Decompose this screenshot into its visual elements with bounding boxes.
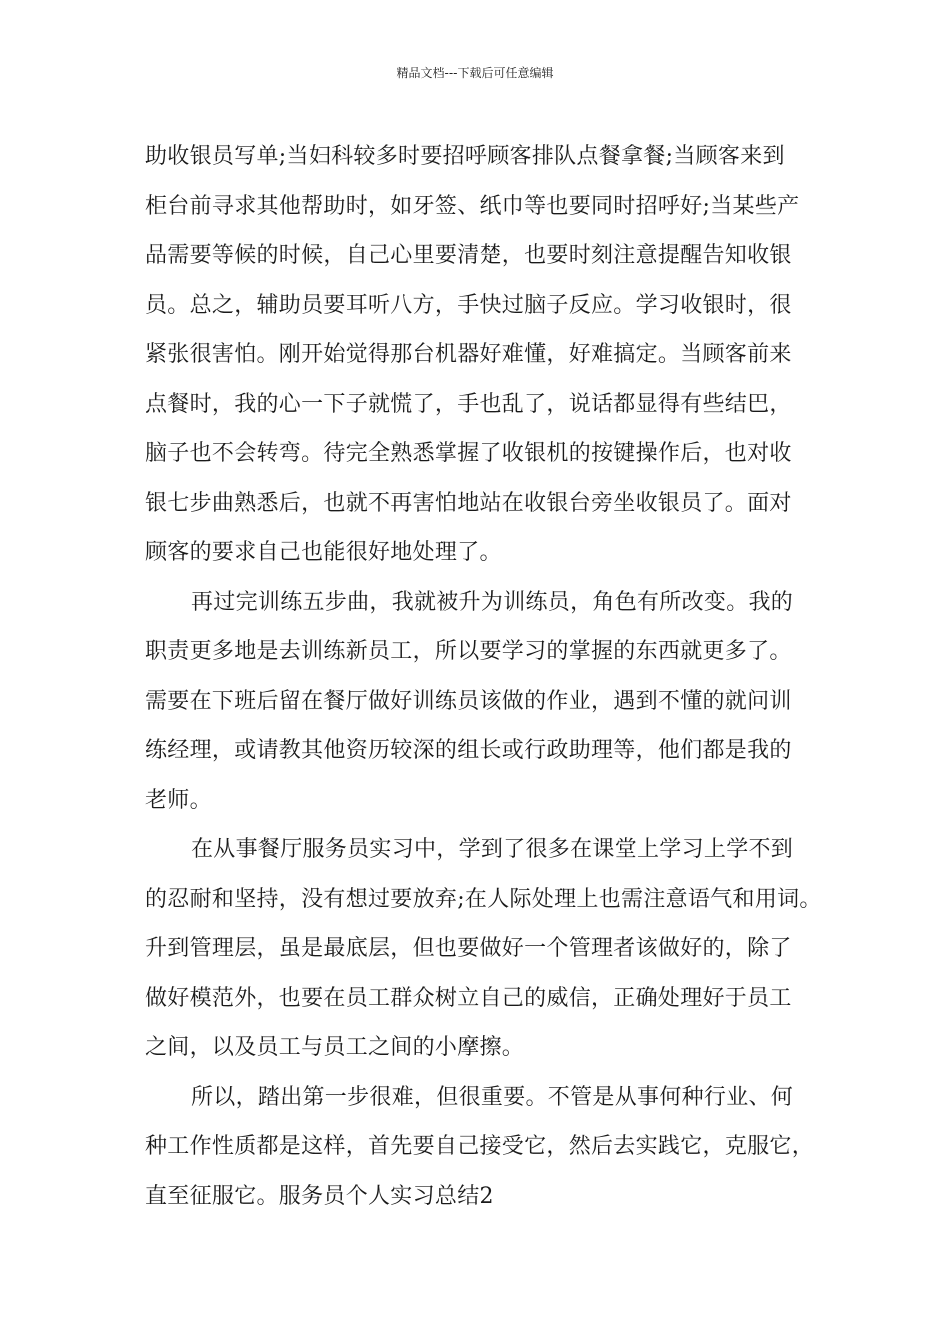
text-line: 紧张很害怕。刚开始觉得那台机器好难懂，好难搞定。当顾客前来: [145, 342, 792, 367]
text-line: 需要在下班后留在餐厅做好训练员该做的作业，遇到不懂的就问训: [145, 688, 792, 714]
paragraph: [145, 578, 810, 826]
text-line: 脑子也不会转弯。待完全熟悉掌握了收银机的按键操作后，也对收: [145, 441, 792, 466]
text-line: 的忍耐和坚持，没有想过要放弃;在人际处理上也需注意语气和用词。: [145, 886, 822, 912]
text-line: 做好模范外，也要在员工群众树立自己的威信，正确处理好于员工: [145, 985, 792, 1011]
text-line: 银七步曲熟悉后，也就不再害怕地站在收银台旁坐收银员了。面对: [145, 490, 792, 516]
page-header: 精品文档---下载后可任意编辑: [396, 66, 554, 80]
text-line: 再过完训练五步曲，我就被升为训练员，角色有所改变。我的: [191, 589, 794, 615]
text-line: 助收银员写单;当妇科较多时要招呼顾客排队点餐拿餐;当顾客来到: [145, 144, 785, 169]
paragraph: [145, 825, 822, 1073]
text-line: 所以，踏出第一步很难，但很重要。不管是从事何种行业、何: [191, 1084, 794, 1110]
text-line: 在从事餐厅服务员实习中，学到了很多在课堂上学习上学不到: [191, 837, 794, 862]
text-line: 直至征服它。服务员个人实习总结2: [145, 1183, 494, 1209]
text-line: 升到管理层，虽是最底层，但也要做好一个管理者该做好的，除了: [145, 936, 792, 961]
paragraph: [145, 132, 810, 578]
document-body: [145, 132, 822, 1221]
text-line: 顾客的要求自己也能很好地处理了。: [145, 540, 502, 565]
text-line: 练经理，或请教其他资历较深的组长或行政助理等，他们都是我的: [145, 738, 792, 763]
text-line: 之间，以及员工与员工之间的小摩擦。: [145, 1035, 525, 1060]
paragraph: [145, 1073, 815, 1222]
text-line: 老师。: [145, 787, 212, 813]
text-line: 种工作性质都是这样，首先要自己接受它，然后去实践它，克服它，: [145, 1134, 815, 1159]
text-line: 柜台前寻求其他帮助时，如牙签、纸巾等也要同时招呼好;当某些产: [145, 193, 800, 219]
text-line: 职责更多地是去训练新员工，所以要学习的掌握的东西就更多了。: [145, 639, 792, 664]
text-line: 品需要等候的时候，自己心里要清楚，也要时刻注意提醒告知收银: [145, 243, 792, 268]
text-line: 点餐时，我的心一下子就慌了，手也乱了，说话都显得有些结巴，: [145, 391, 792, 417]
text-line: 员。总之，辅助员要耳听八方，手快过脑子反应。学习收银时，很: [145, 292, 792, 318]
